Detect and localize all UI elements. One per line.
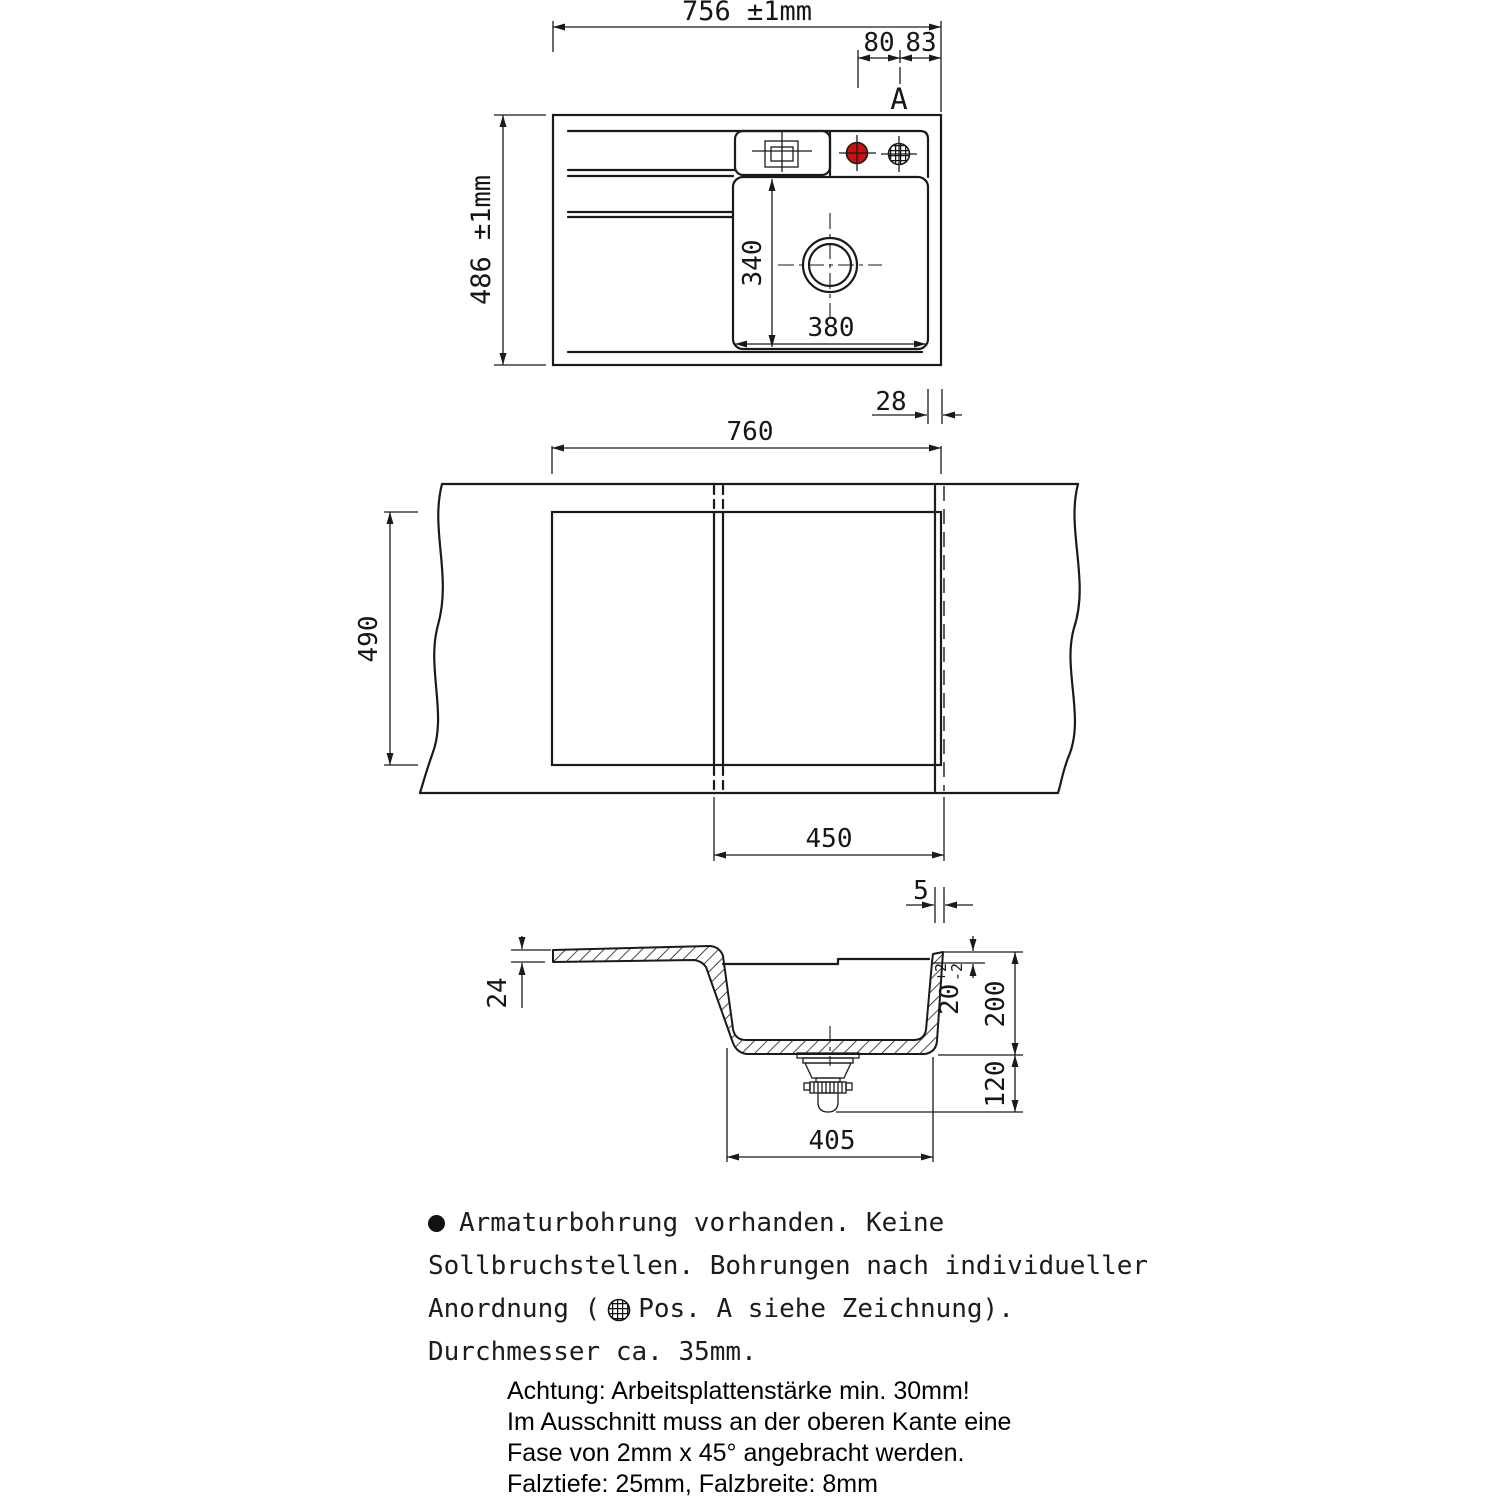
faucet-hole-icon: [752, 132, 812, 172]
hole-position-label: A: [890, 82, 908, 116]
armature-note-line: [428, 1202, 1208, 1245]
dim-text-right-gap: 28: [875, 387, 907, 417]
dim-text-overall-height: 486 ±1mm: [466, 174, 497, 306]
warning-note-line: Im Ausschnitt muss an der oberen Kante eine: [507, 1408, 1012, 1436]
sink-section-profile: [553, 946, 943, 1054]
dim-text-rim-tol-minus: -2: [948, 962, 966, 981]
optional-hole-icon: [881, 136, 917, 172]
drain-tailpiece: [818, 1093, 838, 1112]
warning-note-line: Achtung: Arbeitsplattenstärke min. 30mm!: [507, 1377, 970, 1405]
cutout-view: [354, 417, 1080, 923]
dim-text-rim-height: 20: [935, 983, 965, 1015]
far-rim-edge-lines: [723, 959, 929, 964]
drain-opening: [778, 213, 882, 317]
armature-note-text: Durchmesser ca. 35mm.: [428, 1337, 757, 1367]
dim-right-gap: [872, 387, 962, 424]
dim-text-inner-width: 450: [805, 824, 853, 854]
dim-text-bowl-bottom-width: 405: [808, 1126, 856, 1156]
dim-text-hole-offset-2: 83: [905, 28, 937, 58]
top-view: [466, 0, 962, 424]
dim-text-cutout-width: 760: [726, 417, 774, 447]
crosshatch-hole-icon: [607, 1298, 631, 1322]
dim-hole-offsets: [858, 28, 941, 116]
warning-note-line: Fase von 2mm x 45° angebracht werden.: [507, 1439, 965, 1467]
armature-note-text: Pos. A siehe Zeichnung).: [638, 1294, 1014, 1324]
dim-cutout-width: [552, 417, 941, 474]
dim-bowl: [735, 179, 926, 347]
drain-nut-ribs: [814, 1082, 842, 1093]
dim-text-bowl-width: 380: [807, 313, 855, 343]
dim-overall-height: [466, 115, 546, 365]
armature-note-line: [428, 1331, 1208, 1374]
armature-note: [428, 1202, 1208, 1374]
filled-circle-icon: [428, 1215, 445, 1232]
drain-flange-lower: [803, 1058, 853, 1063]
armature-note-line: [428, 1288, 1208, 1331]
dim-text-offset: 5: [913, 876, 929, 906]
dim-text-rim-tol-plus: +2: [932, 962, 950, 981]
warning-note-line: Falztiefe: 25mm, Falzbreite: 8mm: [507, 1470, 878, 1498]
dim-text-drain-clearance: 120: [981, 1060, 1011, 1108]
section-view: [483, 936, 1023, 1162]
dim-text-depth: 200: [981, 980, 1011, 1028]
existing-tap-hole-icon: [839, 135, 876, 171]
break-line-right: [1058, 484, 1080, 793]
drain-assembly-icon: [797, 1026, 859, 1112]
armature-note-text: Anordnung (: [428, 1294, 601, 1324]
armature-note-line: [428, 1245, 1208, 1288]
armature-note-text: Armaturbohrung vorhanden. Keine: [459, 1208, 945, 1238]
dim-text-cutout-height: 490: [354, 615, 384, 663]
dim-cutout-height: [354, 512, 418, 765]
dim-offset: [906, 876, 973, 923]
dim-text-bowl-height: 340: [738, 239, 768, 287]
drain-nut-tab: [846, 1083, 852, 1090]
dim-text-rim-height-group: [932, 963, 966, 1015]
armature-note-text: Sollbruchstellen. Bohrungen nach individueller: [428, 1251, 1149, 1281]
dim-rim-thickness: [483, 936, 551, 1009]
cutout-outline: [552, 512, 941, 765]
warning-note: [507, 1376, 1207, 1500]
dim-text-hole-offset-1: 80: [863, 28, 895, 58]
drain-nut-tab: [804, 1083, 810, 1090]
drain-body: [805, 1063, 851, 1078]
break-line-left: [420, 484, 443, 793]
dim-text-overall-width: 756 ±1mm: [681, 0, 813, 27]
projected-lines: [714, 486, 944, 791]
drain-nut: [810, 1082, 846, 1093]
dim-inner-width: [714, 797, 944, 861]
dim-text-rim-thickness: 24: [483, 977, 513, 1009]
